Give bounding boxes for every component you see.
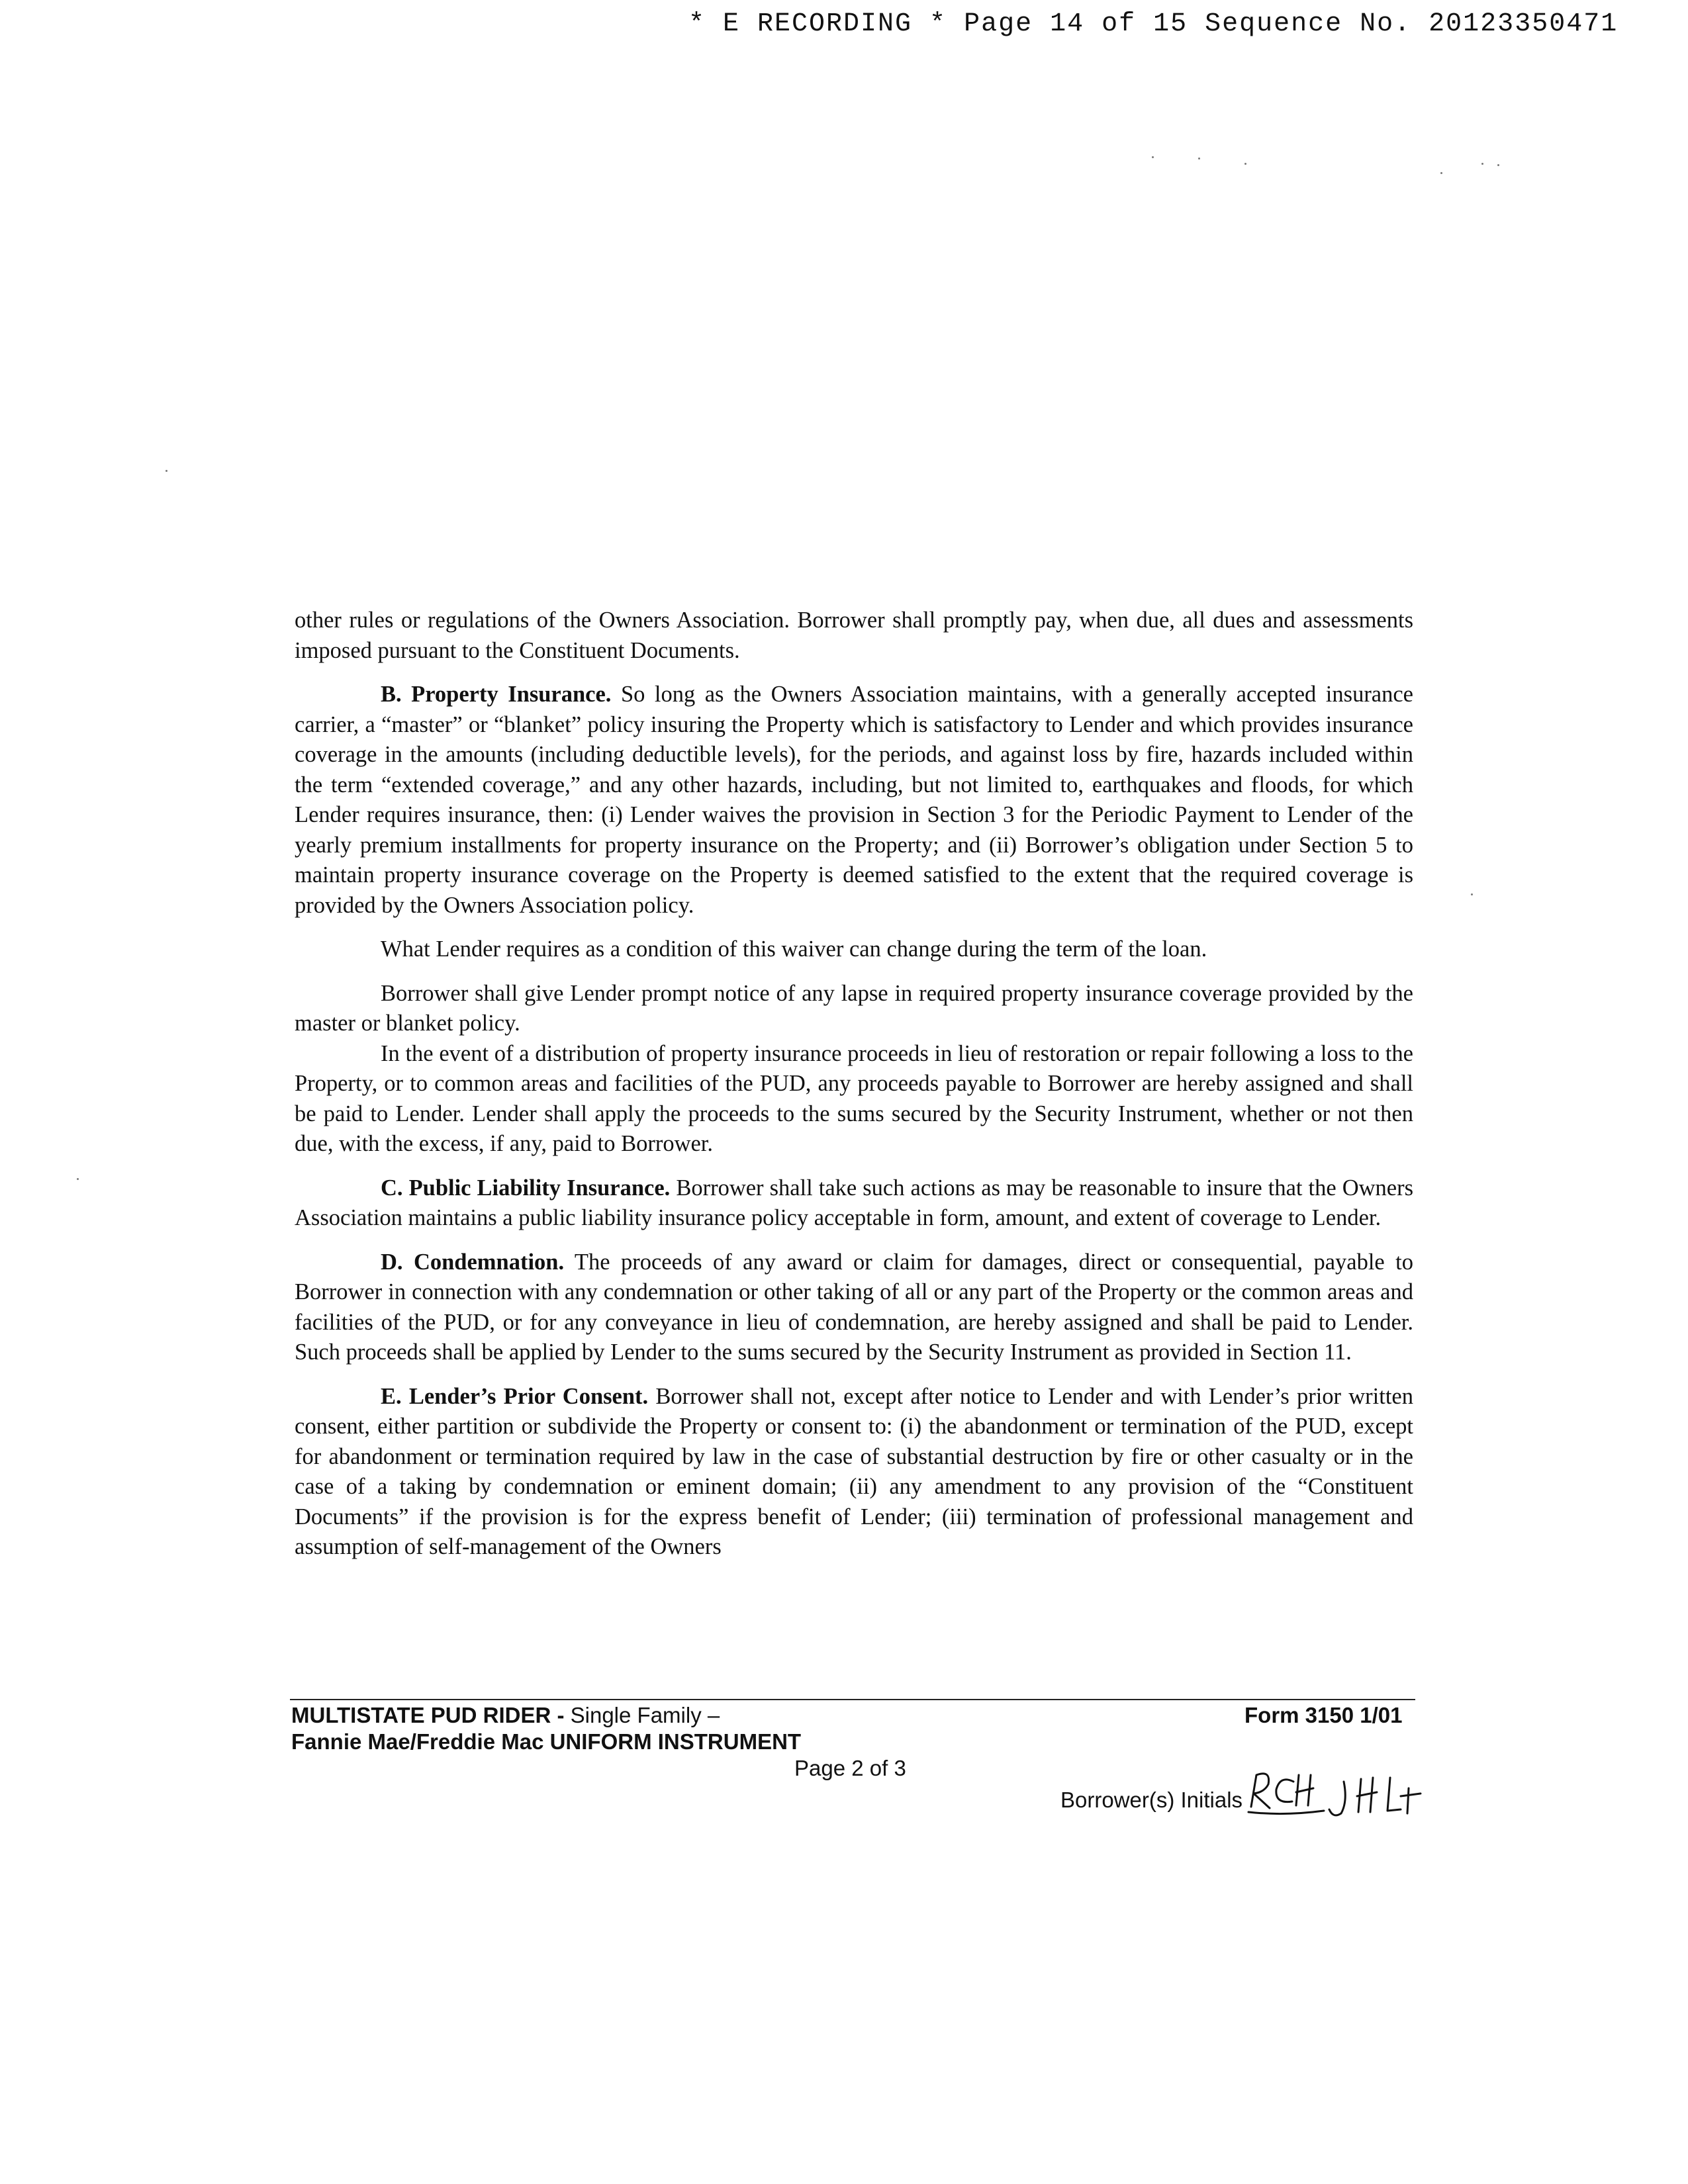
paragraph-condemnation	[295, 1248, 1413, 1368]
paragraph-dues: other rules or regulations of the Owners Association. Borrower shall promptly pay, when due, all dues and assessments imposed pursuant to the Constituent Documents.	[295, 608, 1413, 663]
paragraph-insurance-proceeds: In the event of a distribution of property insurance proceeds in lieu of restoration or repair following a loss to the Property, or to common areas and facilities of the PUD, any proceeds payable to Borrower are hereby assigned and shall be paid to Lender. Lender shall apply the proceeds to the sums secured by the Security Instrument, whether or not then due, with the excess, if any, paid to Borrower.	[295, 1040, 1413, 1156]
section-text-condemnation: The proceeds of any award or claim for damages, direct or consequential, payable to Borrower in connection with any condemnation or other taking of all or any part of the Property or the common areas and facilities of the PUD, or for any conveyance in lieu of condemnation, are hereby assigned and shall be paid to Lender. Such proceeds shall be applied by Lender to the sums secured by the Security Instrument as provided in Section 11.	[295, 1249, 1413, 1365]
scan-speck	[1152, 156, 1154, 158]
form-number: Form 3150 1/01	[1244, 1703, 1403, 1727]
paragraph-waiver-condition: What Lender requires as a condition of this waiver can change during the term of the loan.	[381, 936, 1207, 962]
section-heading-prior-consent: E. Lender’s Prior Consent.	[381, 1383, 649, 1409]
paragraph-prior-consent	[295, 1382, 1413, 1563]
form-title	[291, 1702, 801, 1729]
paragraph-property-insurance	[295, 680, 1413, 921]
section-text-property-insurance: So long as the Owners Association maintains, with a generally accepted insurance carrier, a “master” or “blanket” policy insuring the Property which is satisfactory to Lender and which provides insurance coverage in the amounts (including deductible levels), for the periods, and against loss by fire, hazards included within the term “extended coverage,” and any other hazards, including, but not limited to, earthquakes and floods, for which Lender requires insurance, then: (i) Lender waives the provision in Section 3 for the Periodic Payment to Lender of the yearly premium installments for property insurance on the Property; and (ii) Borrower’s obligation under Section 5 to maintain property insurance coverage on the Property is deemed satisfied to the extent that the required coverage is provided by the Owners Association policy.	[295, 682, 1413, 918]
section-heading-property-insurance: B. Property Insurance.	[381, 682, 612, 707]
section-heading-condemnation: D. Condemnation.	[381, 1249, 565, 1275]
scan-speck	[1244, 163, 1246, 165]
scan-speck	[165, 470, 167, 472]
section-text-prior-consent: Borrower shall not, except after notice to Lender and with Lender’s prior written consent, either partition or subdivide the Property or consent to: (i) the abandonment or termination of the PUD, except for abandonment or termination required by law in the case of substantial destruction by fire or other casualty or in the case of a taking by condemnation or eminent domain; (ii) any amendment to any provision of the “Constituent Documents” if the provision is for the express benefit of Lender; (iii) termination of professional management and assumption of self-management of the Owners	[295, 1383, 1413, 1559]
scan-speck	[1497, 164, 1499, 166]
document-body	[295, 606, 1413, 1563]
scan-speck	[77, 1178, 79, 1180]
scan-speck	[1440, 172, 1442, 174]
page-number: Page 2 of 3	[794, 1756, 906, 1780]
form-title-strong: MULTISTATE PUD RIDER -	[291, 1703, 565, 1727]
section-text-public-liability: Borrower shall take such actions as may be reasonable to insure that the Owners Association maintains a public liability insurance policy acceptable in form, amount, and extent of coverage to Lender.	[295, 1175, 1413, 1230]
form-subtitle: Fannie Mae/Freddie Mac UNIFORM INSTRUMENT	[291, 1729, 802, 1754]
scan-speck	[1481, 163, 1483, 165]
recording-stamp: * E RECORDING * Page 14 of 15 Sequence No. 20123350471	[688, 9, 1618, 39]
form-title-light: Single Family –	[564, 1703, 720, 1727]
initials-signature-icon	[1244, 1755, 1423, 1821]
paragraph-lapse-notice: Borrower shall give Lender prompt notice of any lapse in required property insurance coverage provided by the master or blanket policy.	[295, 980, 1413, 1036]
section-heading-public-liability: C. Public Liability Insurance.	[381, 1175, 671, 1201]
initials-label: Borrower(s) Initials	[1060, 1788, 1243, 1812]
form-title-block	[291, 1702, 801, 1755]
scan-speck	[1198, 158, 1200, 159]
paragraph-public-liability	[295, 1173, 1413, 1234]
scan-speck	[1471, 893, 1473, 895]
footer-divider	[290, 1699, 1415, 1700]
